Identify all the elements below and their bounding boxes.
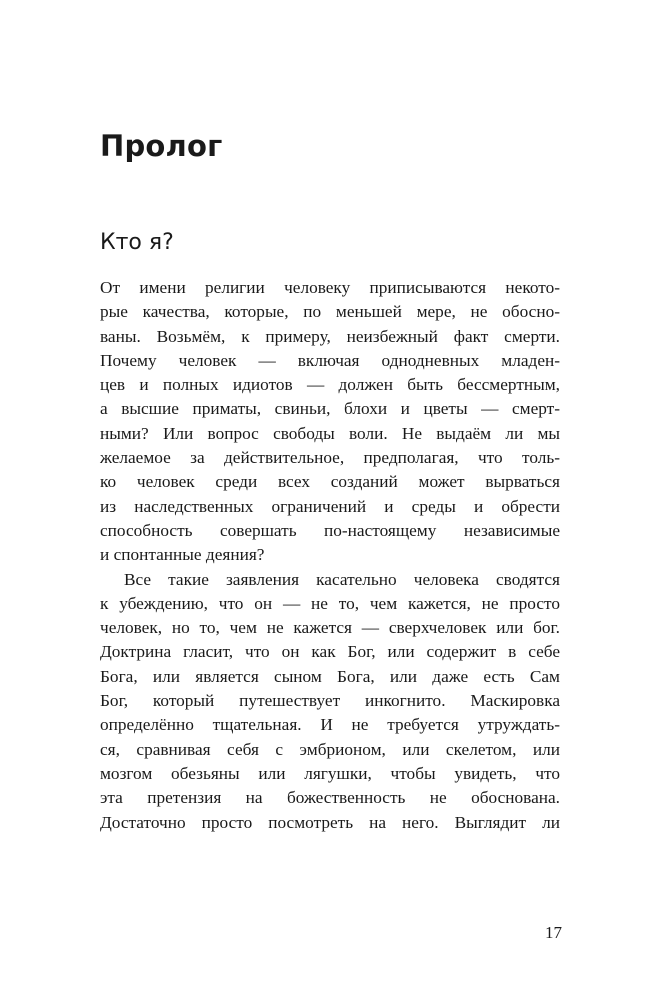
text-line: Бога, или является сыном Бога, или даже есть Сам [100, 666, 560, 686]
text-line: Бог, который путешествует инкогнито. Маскировка [100, 691, 560, 711]
text-line: цев и полных идиотов — должен быть бессмертным, [100, 375, 560, 395]
paragraph-1 [100, 276, 560, 568]
text-line: эта претензия на божественность не обоснована. [100, 788, 560, 808]
page-number: 17 [545, 923, 562, 942]
text-line: Достаточно просто посмотреть на него. Выглядит ли [100, 812, 560, 832]
text-line: способность совершать по-настоящему независимые [100, 520, 560, 540]
paragraph-2 [100, 568, 560, 835]
text-line: человек, но то, чем не кажется — сверхчеловек или бог. [100, 618, 560, 638]
text-line: ными? Или вопрос свободы воли. Не выдаём ли мы [100, 423, 560, 443]
text-line: мозгом обезьяны или лягушки, чтобы увидеть, что [100, 763, 560, 783]
text-line: ко человек среди всех созданий может вырваться [100, 472, 560, 492]
text-line: и спонтанные деяния? [100, 545, 265, 565]
text-line: ваны. Возьмём, к примеру, неизбежный факт смерти. [100, 326, 560, 346]
text-line: Почему человек — включая однодневных младен- [100, 350, 560, 370]
text-line: желаемое за действительное, предполагая, что толь- [100, 448, 560, 468]
text-line: От имени религии человеку приписываются некото- [100, 278, 560, 297]
text-line: Доктрина гласит, что он как Бог, или содержит в себе [100, 642, 560, 662]
text-line: из наследственных ограничений и среды и обрести [100, 496, 560, 516]
section-title: Кто я? [100, 230, 174, 255]
chapter-title: Пролог [100, 129, 223, 163]
text-line: к убеждению, что он — не то, чем кажется, не просто [100, 593, 560, 613]
text-line: рые качества, которые, по меньшей мере, не обосно- [100, 302, 560, 322]
text-line: а высшие приматы, свиньи, блохи и цветы — смерт- [100, 399, 560, 419]
body-text [100, 276, 560, 835]
text-line: определённо тщательная. И не требуется утруждать- [100, 715, 560, 735]
text-line: Все такие заявления касательно человека сводятся [124, 569, 560, 589]
text-line: ся, сравнивая себя с эмбрионом, или скелетом, или [100, 739, 560, 759]
